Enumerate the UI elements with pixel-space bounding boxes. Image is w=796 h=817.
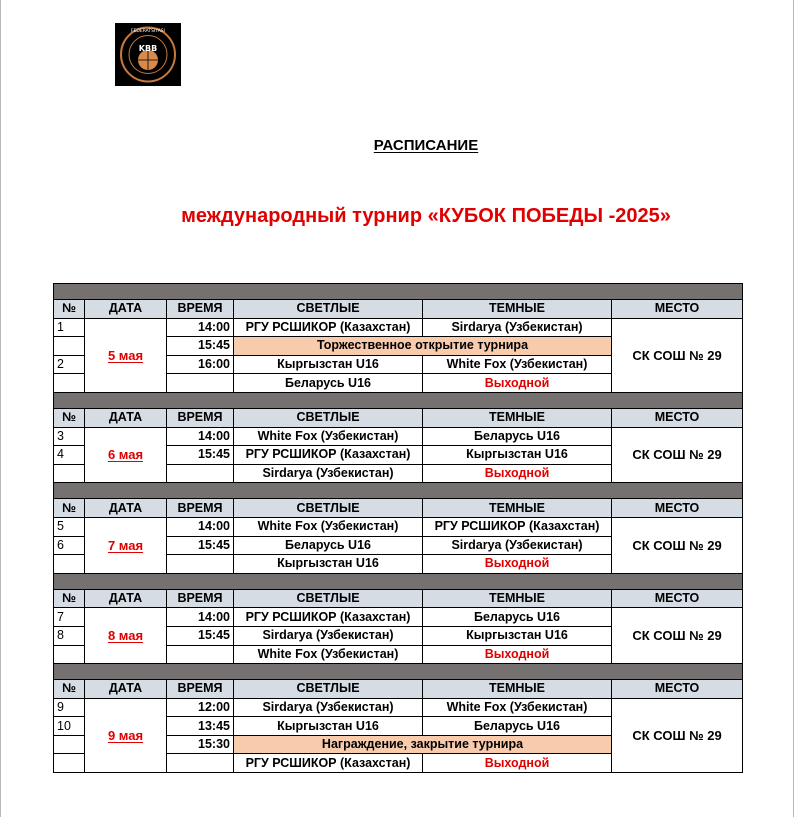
- team-dark: РГУ РСШИКОР (Казахстан): [423, 517, 612, 536]
- header-place: МЕСТО: [612, 680, 743, 699]
- venue: СК СОШ № 29: [612, 608, 743, 664]
- game-time: [167, 555, 234, 574]
- team-dark: Беларусь U16: [423, 427, 612, 446]
- day-off-label: Выходной: [423, 555, 612, 574]
- separator-cell: [54, 284, 743, 300]
- team-light: РГУ РСШИКОР (Казахстан): [234, 754, 423, 773]
- header-time: ВРЕМЯ: [167, 499, 234, 518]
- day-off-label: Выходной: [423, 645, 612, 664]
- game-row: [54, 608, 743, 627]
- day-date: 5 мая: [85, 318, 167, 392]
- game-number: [54, 374, 85, 393]
- game-time: 15:45: [167, 626, 234, 645]
- logo-ring-text: FEDERATSIYASI: [130, 29, 166, 34]
- ceremony-event: Торжественное открытие турнира: [234, 337, 612, 356]
- game-time: 14:00: [167, 608, 234, 627]
- section-separator: [54, 664, 743, 680]
- game-row: [54, 318, 743, 337]
- game-number: [54, 337, 85, 356]
- team-light: Кыргызстан U16: [234, 355, 423, 374]
- team-dark: Беларусь U16: [423, 608, 612, 627]
- separator-cell: [54, 483, 743, 499]
- venue: СК СОШ № 29: [612, 698, 743, 772]
- venue: СК СОШ № 29: [612, 318, 743, 392]
- game-number: [54, 735, 85, 754]
- day-off-label: Выходной: [423, 374, 612, 393]
- venue: СК СОШ № 29: [612, 517, 743, 573]
- team-dark: Кыргызстан U16: [423, 446, 612, 465]
- header-time: ВРЕМЯ: [167, 589, 234, 608]
- header-dark: ТЕМНЫЕ: [423, 589, 612, 608]
- header-light: СВЕТЛЫЕ: [234, 589, 423, 608]
- team-light: РГУ РСШИКОР (Казахстан): [234, 446, 423, 465]
- team-dark: White Fox (Узбекистан): [423, 355, 612, 374]
- day-date: 8 мая: [85, 608, 167, 664]
- game-number: [54, 754, 85, 773]
- header-place: МЕСТО: [612, 300, 743, 319]
- header-row: [54, 300, 743, 319]
- game-row: [54, 698, 743, 717]
- team-dark: Sirdarya (Узбекистан): [423, 536, 612, 555]
- header-light: СВЕТЛЫЕ: [234, 408, 423, 427]
- team-light: White Fox (Узбекистан): [234, 645, 423, 664]
- team-dark: White Fox (Узбекистан): [423, 698, 612, 717]
- page-right-edge: [793, 0, 794, 817]
- game-number: [54, 555, 85, 574]
- game-number: 5: [54, 517, 85, 536]
- header-dark: ТЕМНЫЕ: [423, 408, 612, 427]
- header-date: ДАТА: [85, 589, 167, 608]
- game-number: [54, 464, 85, 483]
- game-number: [54, 645, 85, 664]
- header-row: [54, 408, 743, 427]
- team-light: White Fox (Узбекистан): [234, 517, 423, 536]
- game-time: 14:00: [167, 517, 234, 536]
- header-place: МЕСТО: [612, 499, 743, 518]
- game-row: [54, 517, 743, 536]
- schedule-table: [53, 283, 743, 773]
- game-number: 9: [54, 698, 85, 717]
- header-num: №: [54, 680, 85, 699]
- header-date: ДАТА: [85, 680, 167, 699]
- team-light: Sirdarya (Узбекистан): [234, 626, 423, 645]
- section-separator: [54, 573, 743, 589]
- team-dark: Sirdarya (Узбекистан): [423, 318, 612, 337]
- header-row: [54, 499, 743, 518]
- team-light: Кыргызстан U16: [234, 555, 423, 574]
- header-date: ДАТА: [85, 300, 167, 319]
- header-date: ДАТА: [85, 499, 167, 518]
- game-number: 2: [54, 355, 85, 374]
- header-row: [54, 680, 743, 699]
- game-time: 14:00: [167, 427, 234, 446]
- header-date: ДАТА: [85, 408, 167, 427]
- team-light: Кыргызстан U16: [234, 717, 423, 736]
- day-off-label: Выходной: [423, 754, 612, 773]
- game-number: 10: [54, 717, 85, 736]
- separator-cell: [54, 392, 743, 408]
- game-number: 6: [54, 536, 85, 555]
- game-time: 16:00: [167, 355, 234, 374]
- game-time: [167, 754, 234, 773]
- federation-logo: [115, 23, 181, 86]
- team-light: Беларусь U16: [234, 536, 423, 555]
- header-dark: ТЕМНЫЕ: [423, 300, 612, 319]
- header-place: МЕСТО: [612, 589, 743, 608]
- day-date: 9 мая: [85, 698, 167, 772]
- logo-center-text: KBB: [138, 44, 158, 53]
- day-off-label: Выходной: [423, 464, 612, 483]
- game-time: [167, 464, 234, 483]
- game-number: 8: [54, 626, 85, 645]
- team-light: Беларусь U16: [234, 374, 423, 393]
- game-time: 15:45: [167, 337, 234, 356]
- header-num: №: [54, 589, 85, 608]
- separator-cell: [54, 664, 743, 680]
- header-light: СВЕТЛЫЕ: [234, 499, 423, 518]
- team-dark: Кыргызстан U16: [423, 626, 612, 645]
- game-time: 15:30: [167, 735, 234, 754]
- page-left-edge: [0, 0, 1, 817]
- day-date: 7 мая: [85, 517, 167, 573]
- header-dark: ТЕМНЫЕ: [423, 499, 612, 518]
- header-dark: ТЕМНЫЕ: [423, 680, 612, 699]
- header-num: №: [54, 499, 85, 518]
- section-separator: [54, 392, 743, 408]
- section-separator: [54, 284, 743, 300]
- game-time: [167, 645, 234, 664]
- header-light: СВЕТЛЫЕ: [234, 680, 423, 699]
- day-date: 6 мая: [85, 427, 167, 483]
- game-number: 4: [54, 446, 85, 465]
- ceremony-event: Награждение, закрытие турнира: [234, 735, 612, 754]
- game-time: 15:45: [167, 446, 234, 465]
- section-separator: [54, 483, 743, 499]
- team-light: Sirdarya (Узбекистан): [234, 698, 423, 717]
- header-row: [54, 589, 743, 608]
- game-number: 7: [54, 608, 85, 627]
- header-time: ВРЕМЯ: [167, 680, 234, 699]
- team-dark: Беларусь U16: [423, 717, 612, 736]
- game-row: [54, 427, 743, 446]
- game-time: 12:00: [167, 698, 234, 717]
- team-light: РГУ РСШИКОР (Казахстан): [234, 608, 423, 627]
- game-time: 15:45: [167, 536, 234, 555]
- game-time: 13:45: [167, 717, 234, 736]
- venue: СК СОШ № 29: [612, 427, 743, 483]
- header-num: №: [54, 300, 85, 319]
- game-time: [167, 374, 234, 393]
- game-number: 1: [54, 318, 85, 337]
- separator-cell: [54, 573, 743, 589]
- team-light: White Fox (Узбекистан): [234, 427, 423, 446]
- header-time: ВРЕМЯ: [167, 408, 234, 427]
- game-number: 3: [54, 427, 85, 446]
- team-light: Sirdarya (Узбекистан): [234, 464, 423, 483]
- header-light: СВЕТЛЫЕ: [234, 300, 423, 319]
- tournament-title: международный турнир «КУБОК ПОБЕДЫ -2025»: [181, 205, 671, 227]
- game-time: 14:00: [167, 318, 234, 337]
- team-light: РГУ РСШИКОР (Казахстан): [234, 318, 423, 337]
- header-time: ВРЕМЯ: [167, 300, 234, 319]
- document-title: РАСПИСАНИЕ: [373, 137, 479, 154]
- header-num: №: [54, 408, 85, 427]
- header-place: МЕСТО: [612, 408, 743, 427]
